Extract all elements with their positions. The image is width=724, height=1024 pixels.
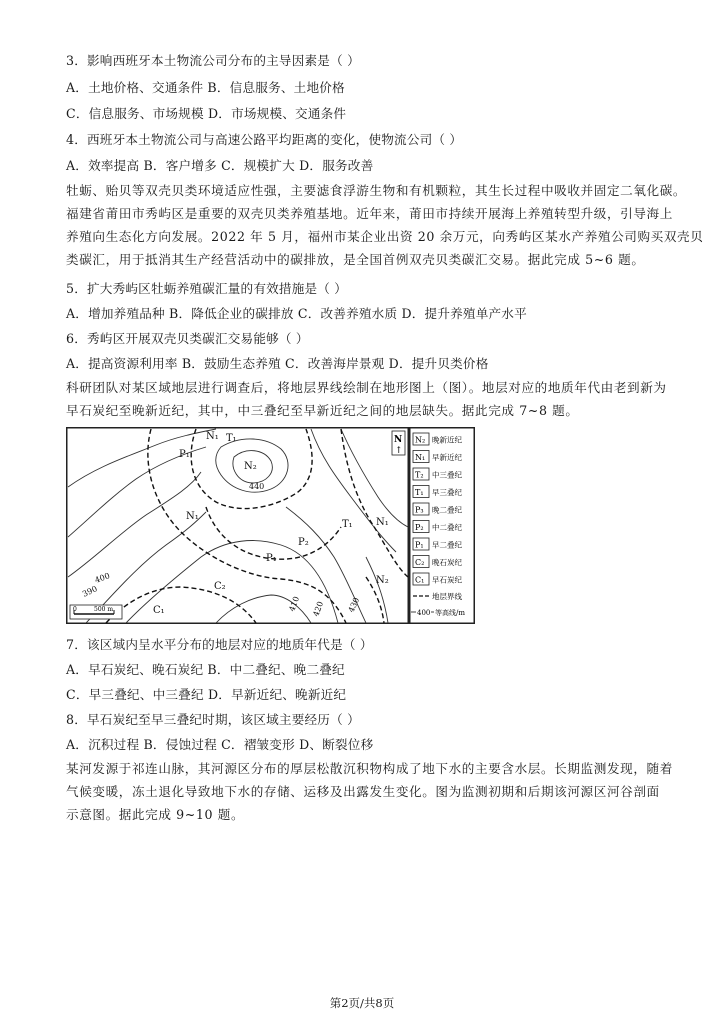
north-arrow-icon: ↑ (395, 446, 403, 456)
legend-name: 早新近纪 (432, 453, 462, 462)
passage-line: 福建省莆田市秀屿区是重要的双壳贝类养殖基地。近年来，莆田市持续开展海上养殖转型升级，引导海上 (66, 206, 673, 221)
passage-line: 某河发源于祁连山脉，其河源区分布的厚层松散沉积物构成了地下水的主要含水层。长期监测发现，随着 (66, 761, 673, 776)
passage-river (66, 757, 702, 826)
passage-line: 养殖向生态化方向发展。2022 年 5 月，福州市某企业出资 20 余万元，向秀屿区某水产养殖公司购买双壳贝 (66, 229, 704, 244)
q6-options: A．提高资源利用率 B．鼓励生态养殖 C．改善海岸景观 D．提升贝类价格 (66, 356, 489, 371)
contour-value: 410 (287, 595, 302, 613)
stratum-label-n1: N₁ (186, 511, 199, 522)
contour-value: 430 (346, 596, 362, 614)
legend-code: P₁ (415, 540, 424, 550)
contour-line (311, 429, 396, 552)
stratum-label-t1: T₁ (342, 519, 353, 530)
legend-code: T₁ (415, 488, 424, 497)
legend-name: 晚石炭纪 (432, 558, 462, 567)
legend-code: C₁ (415, 575, 425, 585)
stratum-boundary (206, 507, 341, 559)
contour-line (68, 447, 206, 537)
legend-name: 晚新近纪 (432, 435, 462, 445)
q3-stem: 3．影响西班牙本土物流公司分布的主导因素是（ ） (66, 53, 360, 68)
legend-name: 中三叠纪 (432, 470, 462, 480)
contour-line (366, 557, 388, 623)
q7-options-cd: C．早三叠纪、中三叠纪 D．早新近纪、晚新近纪 (66, 687, 347, 702)
stratum-label-c1: C₁ (153, 605, 165, 616)
q6-stem: 6．秀屿区开展双壳贝类碳汇交易能够（ ） (66, 331, 309, 346)
legend-name: 晚二叠纪 (432, 505, 462, 515)
map-legend (409, 427, 475, 624)
stratum-label-p1: P₁ (266, 553, 277, 564)
q4-stem: 4．西班牙本土物流公司与高速公路平均距离的变化，使物流公司（ ） (66, 132, 463, 147)
q5-options: A．增加养殖品种 B．降低企业的碳排放 C．改善养殖水质 D．提升养殖单产水平 (66, 306, 527, 321)
page-footer: 第2页/共8页 (329, 996, 395, 1010)
passage-line: 早石炭纪至晚新近纪，其中，中三叠纪至早新近纪之间的地层缺失。据此完成 7~8 题。 (66, 403, 579, 418)
legend-boundary-label: 地层界线 (432, 592, 462, 601)
stratum-label-n2: N₂ (244, 461, 257, 472)
q4-options: A．效率提高 B．客户增多 C．规模扩大 D．服务改善 (66, 158, 374, 173)
q5-stem: 5．扩大秀屿区牡蛎养殖碳汇量的有效措施是（ ） (66, 281, 348, 296)
scale-distance: 500 m (94, 606, 114, 613)
scale-zero: 0 (73, 606, 77, 613)
q3-options-cd: C．信息服务、市场规模 D．市场规模、交通条件 (66, 106, 347, 121)
stratum-label-n1: N₁ (206, 431, 219, 442)
passage-line: 科研团队对某区域地层进行调查后，将地层界线绘制在地形图上（图）。地层对应的地质年代由老到新为 (66, 380, 667, 395)
q7-stem: 7．该区域内呈水平分布的地层对应的地质年代是（ ） (66, 637, 373, 652)
q8-stem: 8．早石炭纪至早三叠纪时期，该区域主要经历（ ） (66, 712, 360, 727)
legend-contour-value: 400 (417, 609, 431, 617)
north-label: N (394, 435, 403, 445)
contour-line (68, 472, 201, 577)
legend-code: T₂ (415, 470, 424, 480)
passage-strata (66, 376, 702, 422)
geologic-contour-map (66, 427, 409, 624)
legend-code: N₁ (415, 453, 426, 462)
legend-name: 中二叠纪 (432, 523, 462, 532)
legend-code: P₂ (415, 523, 424, 532)
stratum-label-n2: N₂ (376, 575, 389, 586)
stratum-boundary (106, 587, 256, 623)
legend-name: 早石炭纪 (432, 575, 462, 585)
passage-line: 类碳汇，用于抵消其生产经营活动中的碳排放，是全国首例双壳贝类碳汇交易。据此完成 5~6 题。 (66, 252, 645, 267)
legend-code: P₃ (415, 505, 424, 515)
q3-options-ab: A．土地价格、交通条件 B．信息服务、土地价格 (66, 80, 345, 95)
stratum-boundary (148, 429, 346, 623)
contour-value: 440 (249, 482, 265, 491)
legend-contour-label: 等高线/m (435, 609, 465, 617)
stratum-label-c2: C₂ (214, 581, 226, 592)
stratum-label-p1: P₁ (179, 449, 190, 460)
stratum-label-n1: N₁ (376, 517, 389, 528)
passage-line: 示意图。据此完成 9~10 题。 (66, 807, 245, 822)
passage-line: 气候变暖，冻土退化导致地下水的存储、运移及出露发生变化。图为监测初期和后期该河源区河谷剖面 (66, 784, 660, 799)
legend-code: C₂ (415, 558, 425, 567)
legend-code: N₂ (415, 435, 426, 445)
stratum-label-p2: P₂ (298, 537, 309, 548)
passage-carbon-sink (66, 179, 702, 271)
stratum-label-t1: T₁ (226, 433, 237, 444)
legend-name: 早二叠纪 (432, 540, 462, 550)
contour-value: 390 (81, 584, 99, 599)
passage-line: 牡蛎、贻贝等双壳贝类环境适应性强，主要滤食浮游生物和有机颗粒，其生长过程中吸收并固定二氧化碳。 (66, 183, 687, 198)
q7-options-ab: A．早石炭纪、晚石炭纪 B．中二叠纪、晚二叠纪 (66, 662, 345, 677)
contour-value: 400 (93, 571, 112, 585)
contour-value: 420 (311, 600, 326, 618)
legend-name: 早三叠纪 (432, 488, 462, 497)
q8-options: A．沉积过程 B．侵蚀过程 C．褶皱变形 D、断裂位移 (66, 737, 374, 752)
legend-graphic (409, 427, 475, 624)
